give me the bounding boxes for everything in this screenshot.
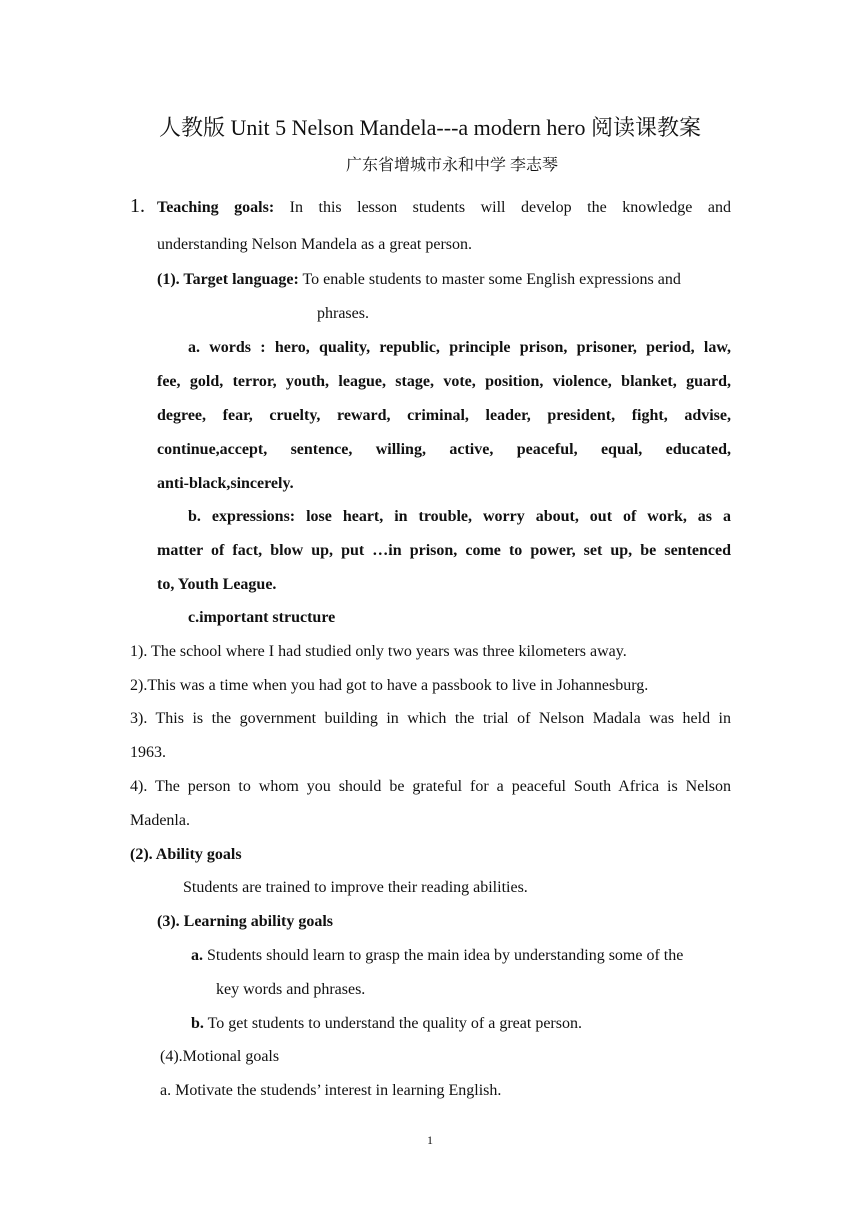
structure-sentence-4-cont: Madenla. (130, 812, 190, 829)
section-1-number: 1. (130, 195, 145, 217)
learning-goal-a-cont: key words and phrases. (216, 981, 366, 998)
ability-goals-label: (2). Ability goals (130, 846, 242, 863)
words-line-1: a. words : hero, quality, republic, principle prison, prisoner, period, law, (188, 339, 731, 356)
words-line-3: degree, fear, cruelty, reward, criminal, leader, president, fight, advise, (157, 407, 731, 424)
expressions-line-1: b. expressions: lose heart, in trouble, worry about, out of work, as a (188, 508, 731, 525)
teaching-goals-text: In this lesson students will develop the knowledge and (289, 199, 732, 216)
structure-sentence-2: 2).This was a time when you had got to have a passbook to live in Johannesburg. (130, 677, 649, 694)
words-line-2: fee, gold, terror, youth, league, stage, vote, position, violence, blanket, guard, (157, 373, 731, 390)
teaching-goals-label: Teaching goals: (157, 199, 275, 216)
learning-goal-a-prefix: a. (191, 947, 203, 964)
learning-goal-b-text: To get students to understand the quality of a great person. (207, 1015, 582, 1032)
important-structure-label: c.important structure (188, 609, 336, 626)
learning-goal-a (191, 946, 683, 966)
ability-goals-text: Students are trained to improve their reading abilities. (183, 879, 528, 896)
structure-sentence-1: 1). The school where I had studied only two years was three kilometers away. (130, 643, 627, 660)
author-line: 广东省增城市永和中学 李志琴 (345, 157, 558, 174)
target-language-text-cont: phrases. (317, 305, 369, 322)
learning-ability-goals-label: (3). Learning ability goals (157, 913, 334, 930)
target-language-line (157, 270, 681, 290)
document-title: 人教版 Unit 5 Nelson Mandela---a modern hero 阅读课教案 (159, 115, 701, 140)
page-number: 1 (427, 1133, 433, 1147)
learning-goal-b-prefix: b. (191, 1015, 204, 1032)
structure-sentence-4: 4). The person to whom you should be grateful for a peaceful South Africa is Nelson (130, 778, 731, 795)
words-line-5: anti-black,sincerely. (157, 475, 294, 492)
expressions-line-2: matter of fact, blow up, put …in prison, come to power, set up, be sentenced (157, 542, 731, 559)
motional-goal-a: a. Motivate the studends’ interest in learning English. (160, 1082, 502, 1099)
words-line-4: continue,accept, sentence, willing, active, peaceful, equal, educated, (157, 441, 731, 458)
structure-sentence-3-cont: 1963. (130, 744, 166, 761)
target-language-label: (1). Target language: (157, 271, 299, 288)
learning-goal-b (191, 1014, 582, 1034)
motional-goals-label: (4).Motional goals (160, 1048, 280, 1065)
structure-sentence-3: 3). This is the government building in which the trial of Nelson Madala was held in (130, 710, 731, 727)
learning-goal-a-text: Students should learn to grasp the main idea by understanding some of the (207, 947, 684, 964)
section-number (130, 196, 145, 218)
section-1-heading-line (157, 198, 731, 218)
expressions-line-3: to, Youth League. (157, 576, 277, 593)
teaching-goals-text-cont: understanding Nelson Mandela as a great person. (157, 236, 473, 253)
target-language-text: To enable students to master some English expressions and (302, 271, 681, 288)
